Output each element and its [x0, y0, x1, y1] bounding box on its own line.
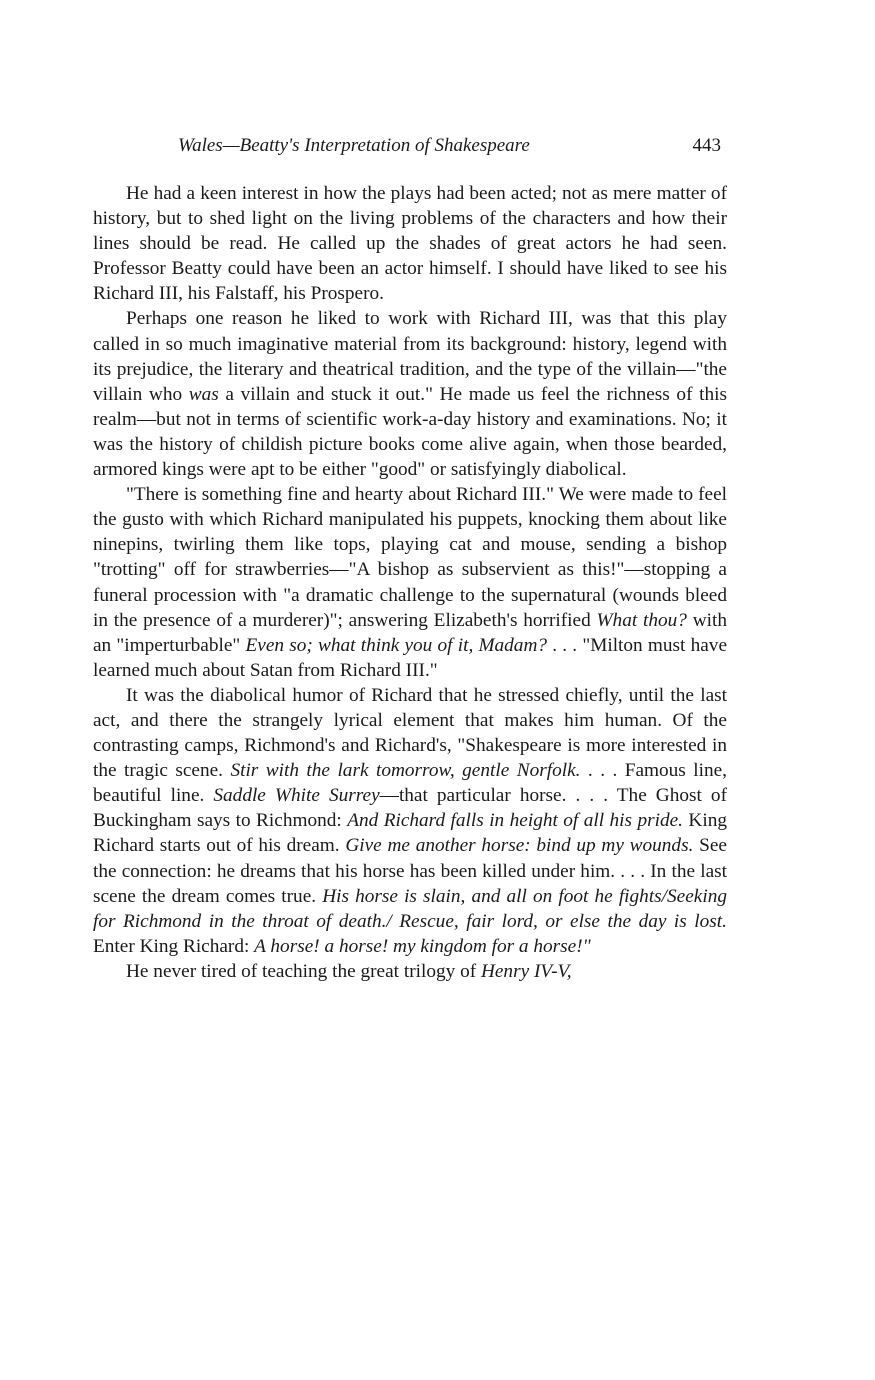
- paragraph: [93, 181, 727, 306]
- italic-text-segment: What thou?: [596, 609, 687, 631]
- text-segment: a villain and stuck it out." He made us feel the richness of this realm—but not in terms of scientific work-a-day history and examinations. No; it was the history of childish picture books come alive again, when those bearded, armored kings were apt to be either "good" or satisfyingly diabolical.: [93, 383, 727, 481]
- book-page: [93, 128, 727, 984]
- paragraph: [93, 482, 727, 683]
- text-segment: Perhaps one reason he liked to work with Richard III, was that this play called in so much imaginative material from its background: history, legend with its prejudice, the literary and theatrical tradition, and the type of the villain—"the villain who: [93, 308, 727, 405]
- text-segment: . . . Famous line, beautiful line.: [93, 760, 728, 807]
- italic-text-segment: Give me another horse: bind up my wounds.: [345, 835, 694, 857]
- text-segment: —that particular horse. . . . The Ghost of Buckingham says to Richmond:: [93, 785, 727, 832]
- italic-text-segment: A horse! a horse! my kingdom for a horse!": [254, 935, 591, 957]
- text-segment: with an "imperturbable": [93, 609, 727, 656]
- italic-text-segment: Stir with the lark tomorrow, gentle Norfolk.: [230, 760, 581, 782]
- text-segment: Enter King Richard:: [93, 935, 255, 957]
- running-title: Wales—Beatty's Interpretation of Shakespeare: [178, 135, 530, 156]
- italic-text-segment: Henry IV-V,: [480, 960, 572, 982]
- italic-text-segment: Even so; what think you of it, Madam?: [245, 634, 548, 656]
- running-head: [93, 128, 727, 164]
- page-number: 443: [692, 135, 721, 156]
- text-segment: He never tired of teaching the great trilogy of: [126, 960, 481, 982]
- paragraph: [93, 306, 727, 482]
- text-segment: "There is something fine and hearty about Richard III." We were made to feel the gusto with which Richard manipulated his puppets, knocking them about like ninepins, twirling them like tops, playing cat and mouse, sending a bishop "trotting" off for strawberries—"A bishop as subservient as this!"—stopping a funeral procession with "a dramatic challenge to the supernatural (wounds bleed in the presence of a murderer)"; answering Elizabeth's horrified: [93, 484, 727, 631]
- italic-text-segment: And Richard falls in height of all his pride.: [347, 810, 683, 832]
- text-segment: It was the diabolical humor of Richard that he stressed chiefly, until the last act, and there the strangely lyrical element that makes him human. Of the contrasting camps, Richmond's and Richard's, "Shakespeare is more interested in the tragic scene.: [93, 684, 727, 782]
- text-segment: . . . "Milton must have learned much about Satan from Richard III.": [93, 634, 727, 681]
- paragraph: [93, 683, 727, 959]
- italic-text-segment: was: [188, 383, 219, 405]
- body-text: [93, 181, 727, 984]
- text-segment: See the connection: he dreams that his horse has been killed under him. . . . In the last scene the dream comes true.: [93, 835, 727, 907]
- paragraph: [93, 959, 727, 984]
- text-segment: King Richard starts out of his dream.: [93, 810, 727, 857]
- italic-text-segment: His horse is slain, and all on foot he fights/Seeking for Richmond in the throat of death./ Rescue, fair lord, or else the day is lost.: [93, 885, 727, 932]
- italic-text-segment: Saddle White Surrey: [213, 785, 380, 807]
- text-segment: He had a keen interest in how the plays had been acted; not as mere matter of history, but to shed light on the living problems of the characters and how their lines should be read. He called up the shades of great actors he had seen. Professor Beatty could have been an actor himself. I should have liked to see his Richard III, his Falstaff, his Prospero.: [93, 183, 727, 305]
